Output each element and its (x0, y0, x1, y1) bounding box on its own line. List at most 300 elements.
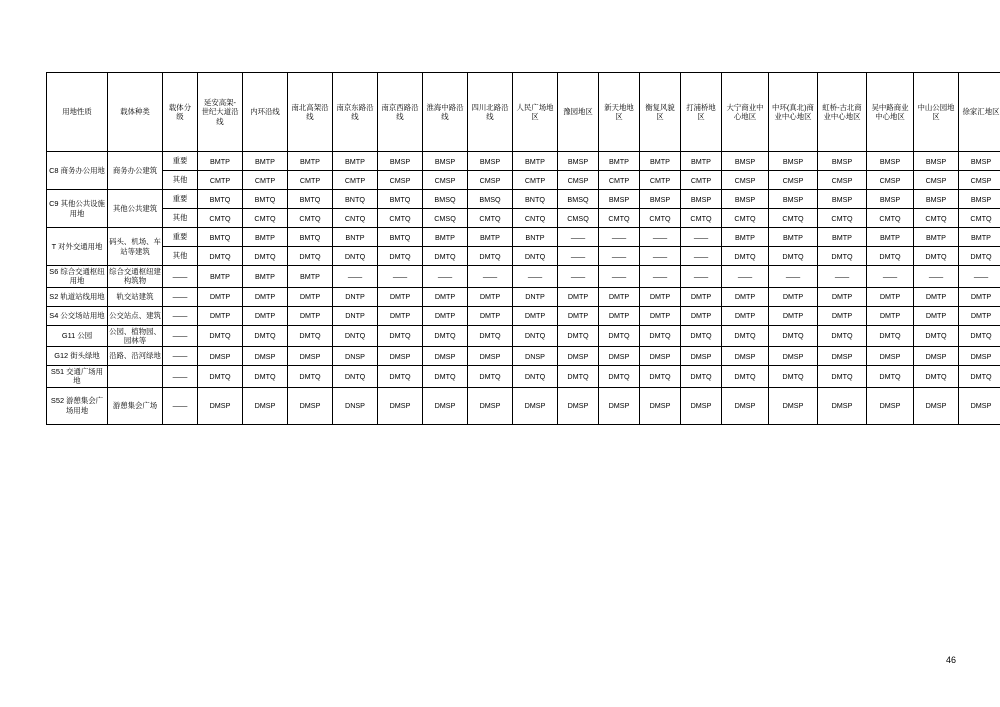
cell-code: DMTP (722, 306, 769, 325)
cell-code: DMTQ (378, 366, 423, 388)
cell-code: —— (867, 266, 914, 288)
cell-code: DMTP (640, 287, 681, 306)
cell-use: C9 其他公共设施用地 (47, 190, 108, 228)
cell-level: 重要 (163, 190, 198, 209)
cell-code: —— (599, 247, 640, 266)
cell-carrier: 商务办公建筑 (108, 152, 163, 190)
cell-code: —— (640, 266, 681, 288)
cell-code: DMSP (681, 387, 722, 424)
cell-code: DMSP (818, 347, 867, 366)
cell-level: —— (163, 266, 198, 288)
cell-code: BMSP (769, 190, 818, 209)
cell-code: BMSP (378, 152, 423, 171)
cell-carrier: 码头、机场、车站等建筑 (108, 228, 163, 266)
cell-carrier: 公交站点、建筑 (108, 306, 163, 325)
cell-code: DMSP (468, 387, 513, 424)
cell-code: DMTQ (681, 325, 722, 347)
cell-code: CMSP (378, 171, 423, 190)
cell-code: DMTQ (558, 325, 599, 347)
cell-code: DMTQ (722, 325, 769, 347)
cell-code: DMSP (722, 347, 769, 366)
cell-code: CMTQ (640, 209, 681, 228)
cell-code: BMSP (914, 190, 959, 209)
cell-code: DMTP (198, 306, 243, 325)
cell-code: BMTQ (288, 190, 333, 209)
cell-code: DMTP (513, 306, 558, 325)
cell-code: BMSP (818, 190, 867, 209)
table-row (47, 325, 1000, 347)
cell-code: BNTP (513, 228, 558, 247)
cell-code: —— (681, 266, 722, 288)
cell-code: DMSP (378, 347, 423, 366)
cell-code: DNTQ (333, 247, 378, 266)
cell-code: DMTP (423, 306, 468, 325)
cell-level: 重要 (163, 152, 198, 171)
cell-code: DMTQ (818, 366, 867, 388)
cell-code: —— (914, 266, 959, 288)
col-header-xujiahui: 徐家汇地区 (959, 73, 1000, 152)
cell-code: —— (959, 266, 1000, 288)
cell-code: DNSP (513, 347, 558, 366)
cell-code: DMTP (769, 306, 818, 325)
cell-code: DMTQ (423, 366, 468, 388)
cell-code: DMTQ (640, 366, 681, 388)
cell-code: CMSQ (423, 209, 468, 228)
cell-code: DMTQ (243, 247, 288, 266)
page-number: 46 (945, 655, 956, 665)
cell-carrier: 游憩集会广场 (108, 387, 163, 424)
cell-code: BMSQ (423, 190, 468, 209)
cell-code: DMTQ (243, 366, 288, 388)
cell-code: CMSP (818, 171, 867, 190)
cell-code: CNTQ (333, 209, 378, 228)
cell-level: —— (163, 366, 198, 388)
cell-use: G11 公园 (47, 325, 108, 347)
col-header-sichuan: 四川北路沿线 (468, 73, 513, 152)
cell-code: DMSP (959, 387, 1000, 424)
cell-code: DMTQ (722, 366, 769, 388)
col-header-hongqiao: 虹桥-古北商业中心地区 (818, 73, 867, 152)
cell-code: DNTP (333, 306, 378, 325)
cell-code: CMTP (333, 171, 378, 190)
cell-code: DNTP (333, 287, 378, 306)
cell-code: DMSP (818, 387, 867, 424)
cell-code: —— (333, 266, 378, 288)
cell-code: DNTQ (513, 325, 558, 347)
cell-code: DMSP (769, 347, 818, 366)
cell-code: DMTQ (468, 325, 513, 347)
cell-code: CMTP (198, 171, 243, 190)
cell-code: DMTQ (769, 366, 818, 388)
cell-code: DMTP (468, 287, 513, 306)
cell-code: CMTQ (681, 209, 722, 228)
cell-code: DMTP (288, 287, 333, 306)
cell-code: DMTP (599, 306, 640, 325)
cell-code: —— (558, 266, 599, 288)
cell-code: DMTP (959, 306, 1000, 325)
cell-code: DNTQ (333, 366, 378, 388)
cell-code: BMTQ (378, 228, 423, 247)
cell-code: BMSP (959, 190, 1000, 209)
cell-code: DNTQ (513, 366, 558, 388)
cell-code: DMSP (378, 387, 423, 424)
cell-code: BMSP (914, 152, 959, 171)
cell-code: DMSP (914, 387, 959, 424)
cell-code: DMSP (769, 387, 818, 424)
cell-code: BMTP (867, 228, 914, 247)
cell-code: BMTQ (198, 228, 243, 247)
cell-code: CMTQ (818, 209, 867, 228)
cell-code: DMSP (722, 387, 769, 424)
cell-use: S4 公交场站用地 (47, 306, 108, 325)
cell-code: —— (599, 228, 640, 247)
cell-code: BMTP (243, 266, 288, 288)
cell-use: S2 轨道站线用地 (47, 287, 108, 306)
table-header-row (47, 73, 1000, 152)
cell-code: CNTQ (513, 209, 558, 228)
cell-code: DNTP (513, 287, 558, 306)
cell-code: CMTQ (198, 209, 243, 228)
cell-code: —— (468, 266, 513, 288)
cell-code: DMSP (599, 347, 640, 366)
cell-code: DMTQ (681, 366, 722, 388)
cell-carrier: 其他公共建筑 (108, 190, 163, 228)
cell-code: BMSP (423, 152, 468, 171)
col-header-dapuqiao: 打浦桥地区 (681, 73, 722, 152)
col-header-yanan: 延安高架-世纪大道沿线 (198, 73, 243, 152)
cell-code: DMTP (818, 306, 867, 325)
cell-code: BMSP (959, 152, 1000, 171)
cell-code: BNTP (333, 228, 378, 247)
cell-code: —— (722, 266, 769, 288)
cell-code: DNTQ (513, 247, 558, 266)
cell-code: DMTP (640, 306, 681, 325)
table-row (47, 366, 1000, 388)
cell-code: BMTP (288, 266, 333, 288)
cell-code: DMSP (243, 387, 288, 424)
cell-code: BMSP (722, 152, 769, 171)
cell-code: BMTP (513, 152, 558, 171)
cell-code: DMTP (243, 287, 288, 306)
cell-code: DMSP (198, 387, 243, 424)
cell-code: DMTQ (288, 366, 333, 388)
cell-code: DMSP (423, 387, 468, 424)
cell-code: DMTQ (599, 366, 640, 388)
cell-code: BMSP (599, 190, 640, 209)
cell-code: DMTP (378, 287, 423, 306)
col-header-level: 载体分级 (163, 73, 198, 152)
table-row (47, 387, 1000, 424)
cell-code: DMTQ (198, 366, 243, 388)
cell-code: DMTQ (288, 247, 333, 266)
cell-carrier (108, 366, 163, 388)
cell-code: DMSP (867, 347, 914, 366)
cell-code: DNSP (333, 387, 378, 424)
col-header-nanbei: 南北高架沿线 (288, 73, 333, 152)
cell-code: DMTQ (378, 325, 423, 347)
cell-code: BMSP (722, 190, 769, 209)
table-row (47, 306, 1000, 325)
cell-level: 其他 (163, 247, 198, 266)
cell-use: S6 综合交通枢纽用地 (47, 266, 108, 288)
cell-code: BMTQ (243, 190, 288, 209)
col-header-neihuan: 内环沿线 (243, 73, 288, 152)
table-row (47, 152, 1000, 171)
col-header-hengfu: 衡复风貌区 (640, 73, 681, 152)
cell-code: BMTP (468, 228, 513, 247)
cell-code: DMSP (468, 347, 513, 366)
cell-code: CMTQ (599, 209, 640, 228)
cell-code: DMSP (681, 347, 722, 366)
cell-code: BMTP (288, 152, 333, 171)
cell-code: DMTP (681, 306, 722, 325)
cell-code: BMTP (722, 228, 769, 247)
cell-code: DMTP (959, 287, 1000, 306)
cell-code: BMSP (818, 152, 867, 171)
cell-code: CMTP (243, 171, 288, 190)
cell-carrier: 公园、植物园、园林等 (109, 326, 161, 345)
cell-code: CMTQ (867, 209, 914, 228)
cell-code: BMTP (423, 228, 468, 247)
cell-code: BMTQ (198, 190, 243, 209)
table-row (47, 190, 1000, 209)
cell-code: DMTQ (914, 247, 959, 266)
cell-code: DMTP (599, 287, 640, 306)
cell-level: —— (163, 325, 198, 347)
cell-code: BMSP (468, 152, 513, 171)
cell-code: DMSP (914, 347, 959, 366)
cell-code: BMSP (769, 152, 818, 171)
cell-code: DMTP (867, 306, 914, 325)
cell-code: —— (681, 228, 722, 247)
table-body (47, 152, 1000, 425)
cell-code: CMTQ (914, 209, 959, 228)
cell-code: DMTP (681, 287, 722, 306)
cell-code: CMSP (959, 171, 1000, 190)
cell-code: DMTP (769, 287, 818, 306)
cell-code: DMTQ (378, 247, 423, 266)
cell-code: BMTP (243, 152, 288, 171)
cell-code: DMTP (722, 287, 769, 306)
cell-code: CMTP (640, 171, 681, 190)
cell-level: —— (163, 287, 198, 306)
cell-code: DMTQ (558, 366, 599, 388)
cell-code: CMTP (288, 171, 333, 190)
cell-code: —— (640, 247, 681, 266)
cell-code: DMSP (198, 347, 243, 366)
cell-carrier: 轨交站建筑 (108, 287, 163, 306)
cell-code: —— (423, 266, 468, 288)
cell-code: DMSP (423, 347, 468, 366)
cell-code: —— (558, 247, 599, 266)
cell-code: DMTQ (722, 247, 769, 266)
cell-code: CMSP (558, 171, 599, 190)
cell-code: DMTQ (914, 325, 959, 347)
cell-level: 重要 (163, 228, 198, 247)
cell-code: BMSP (867, 152, 914, 171)
cell-code: DMSP (243, 347, 288, 366)
cell-code: DMTP (378, 306, 423, 325)
cell-code: CMTQ (959, 209, 1000, 228)
cell-level: —— (163, 306, 198, 325)
col-header-huaihai: 淮海中路沿线 (423, 73, 468, 152)
cell-code: DMTP (468, 306, 513, 325)
cell-code: CMTQ (769, 209, 818, 228)
cell-code: DMTQ (769, 325, 818, 347)
cell-code: —— (769, 266, 818, 288)
table-row (47, 171, 1000, 190)
col-header-njxi: 南京西路沿线 (378, 73, 423, 152)
cell-code: CMTQ (378, 209, 423, 228)
cell-code: DMSP (599, 387, 640, 424)
cell-code: DMTQ (959, 366, 1000, 388)
cell-code: DMTP (558, 306, 599, 325)
cell-code: CMSP (769, 171, 818, 190)
cell-code: DMSP (513, 387, 558, 424)
cell-code: —— (640, 228, 681, 247)
cell-code: —— (599, 266, 640, 288)
cell-code: DMTQ (243, 325, 288, 347)
cell-code: —— (558, 228, 599, 247)
cell-code: CMSP (423, 171, 468, 190)
cell-code: DMTP (914, 287, 959, 306)
cell-code: DMTQ (423, 325, 468, 347)
cell-code: CMSP (867, 171, 914, 190)
cell-code: CMTQ (722, 209, 769, 228)
cell-level: —— (163, 387, 198, 424)
cell-code: BMTP (959, 228, 1000, 247)
cell-code: DMSP (288, 347, 333, 366)
cell-code: DMTQ (288, 325, 333, 347)
cell-code: DMSP (640, 347, 681, 366)
cell-code: —— (681, 247, 722, 266)
cell-code: CMSQ (558, 209, 599, 228)
cell-code: BMTQ (288, 228, 333, 247)
cell-code: DMTP (423, 287, 468, 306)
cell-code: DNSP (333, 347, 378, 366)
col-header-carrier: 载体种类 (108, 73, 163, 152)
cell-code: DMTQ (198, 247, 243, 266)
table-row (47, 247, 1000, 266)
table-row (47, 347, 1000, 366)
cell-code: BMSQ (468, 190, 513, 209)
cell-code: CMTP (599, 171, 640, 190)
cell-code: DMTQ (468, 366, 513, 388)
cell-code: BMSQ (558, 190, 599, 209)
cell-code: DMTQ (867, 247, 914, 266)
cell-use: S51 交通广场用地 (47, 366, 108, 388)
cell-code: DNTQ (333, 325, 378, 347)
cell-code: BMTQ (378, 190, 423, 209)
cell-code: BMTP (818, 228, 867, 247)
land-use-carrier-table (46, 72, 1000, 425)
cell-carrier: 综合交通枢纽建构筑物 (109, 267, 161, 286)
table-header (47, 73, 1000, 152)
cell-use: C8 商务办公用地 (47, 152, 108, 190)
table-row (47, 266, 1000, 288)
cell-code: BMSP (867, 190, 914, 209)
cell-code: DMTP (818, 287, 867, 306)
cell-code: DMSP (558, 347, 599, 366)
cell-code: DMTQ (640, 325, 681, 347)
cell-code: BMTP (769, 228, 818, 247)
cell-code: DMSP (640, 387, 681, 424)
cell-code: BNTQ (513, 190, 558, 209)
table-container (46, 72, 1000, 425)
col-header-use: 用地性质 (47, 73, 108, 152)
cell-code: CMSP (468, 171, 513, 190)
cell-code: BMSP (681, 190, 722, 209)
cell-level: —— (163, 347, 198, 366)
cell-code: BMTP (198, 152, 243, 171)
table-row (47, 209, 1000, 228)
col-header-xintiandi: 新天地地区 (599, 73, 640, 152)
cell-code: BMTP (333, 152, 378, 171)
cell-code: CMTQ (288, 209, 333, 228)
cell-level: 其他 (163, 171, 198, 190)
cell-code: CMTP (681, 171, 722, 190)
cell-code: DMTQ (959, 325, 1000, 347)
col-header-wuzhonglu: 吴中路商业中心地区 (867, 73, 914, 152)
cell-code: DMTQ (914, 366, 959, 388)
cell-code: BMSP (558, 152, 599, 171)
cell-code: BMTP (599, 152, 640, 171)
cell-use: G12 街头绿地 (47, 347, 108, 366)
cell-code: BMTP (198, 266, 243, 288)
cell-code: DMTQ (769, 247, 818, 266)
cell-code: —— (378, 266, 423, 288)
cell-code: DMTQ (818, 247, 867, 266)
cell-code: DMTP (288, 306, 333, 325)
cell-code: DMSP (867, 387, 914, 424)
col-header-zhongshan: 中山公园地区 (914, 73, 959, 152)
cell-use: T 对外交通用地 (47, 228, 108, 266)
cell-code: DMTQ (867, 325, 914, 347)
col-header-renmin: 人民广场地区 (513, 73, 558, 152)
cell-code: DMSP (288, 387, 333, 424)
cell-code: —— (818, 266, 867, 288)
table-row (47, 287, 1000, 306)
cell-code: DMTQ (959, 247, 1000, 266)
col-header-daning: 大宁商业中心地区 (722, 73, 769, 152)
cell-code: CMTP (513, 171, 558, 190)
cell-code: DMTQ (867, 366, 914, 388)
cell-code: DMTQ (818, 325, 867, 347)
col-header-yuyuan: 豫园地区 (558, 73, 599, 152)
cell-code: BMTP (243, 228, 288, 247)
cell-code: DMSP (558, 387, 599, 424)
cell-code: DMTQ (423, 247, 468, 266)
cell-code: DMTP (243, 306, 288, 325)
cell-use: S52 游憩集会广场用地 (47, 387, 108, 424)
cell-level: 其他 (163, 209, 198, 228)
col-header-zhonghuan: 中环(真北)商业中心地区 (769, 73, 818, 152)
cell-code: —— (513, 266, 558, 288)
cell-code: DMTP (914, 306, 959, 325)
cell-code: DMTQ (599, 325, 640, 347)
cell-code: DMTQ (468, 247, 513, 266)
cell-code: BMTP (681, 152, 722, 171)
cell-code: BNTQ (333, 190, 378, 209)
cell-code: DMTP (198, 287, 243, 306)
cell-code: BMTP (640, 152, 681, 171)
cell-code: DMTP (867, 287, 914, 306)
cell-code: DMTP (558, 287, 599, 306)
cell-code: CMSP (914, 171, 959, 190)
table-row (47, 228, 1000, 247)
cell-code: BMTP (914, 228, 959, 247)
cell-code: DMSP (959, 347, 1000, 366)
